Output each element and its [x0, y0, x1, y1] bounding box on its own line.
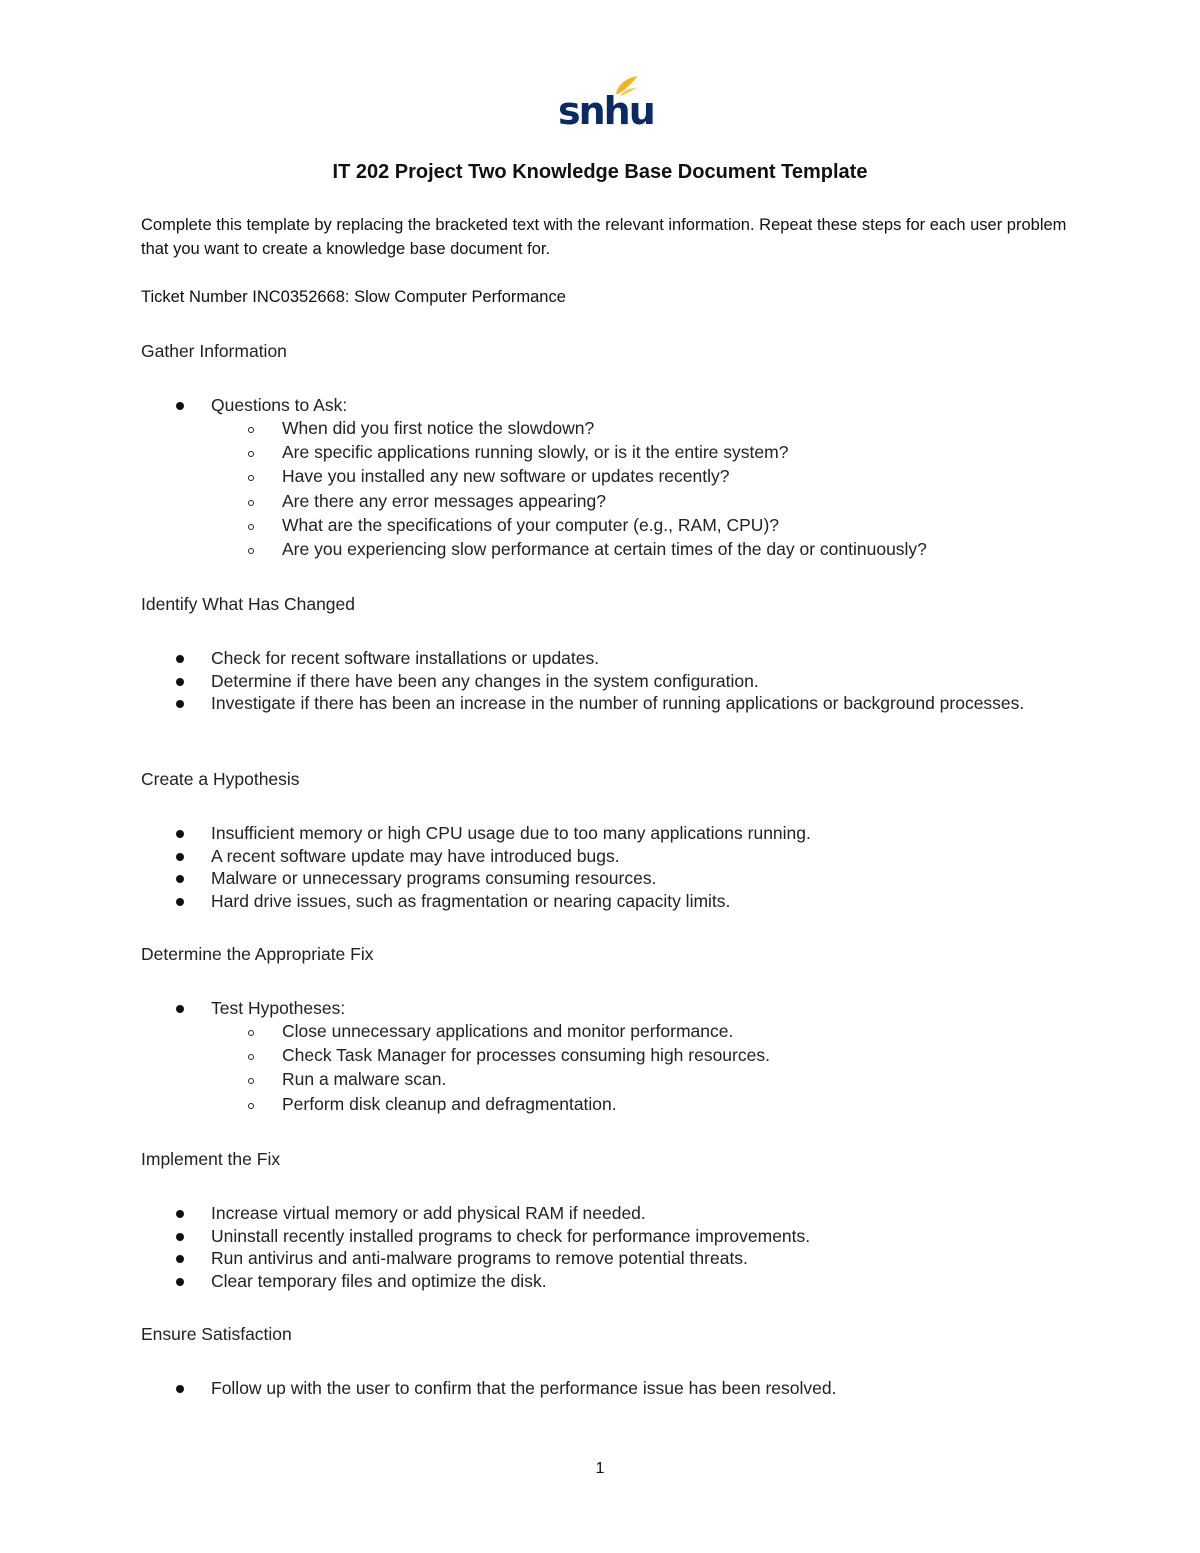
- bullet-icon: [176, 402, 184, 410]
- list-subitem: Perform disk cleanup and defragmentation.: [0, 1093, 1200, 1117]
- implement-list: [0, 1202, 1200, 1293]
- list-item: Check for recent software installations or updates.: [0, 647, 1200, 670]
- bullet-icon: [176, 1005, 184, 1013]
- bullet-icon: [176, 678, 184, 686]
- bullet-icon: [176, 898, 184, 906]
- list-subitem: What are the specifications of your computer (e.g., RAM, CPU)?: [0, 514, 1200, 538]
- circle-bullet-icon: [248, 524, 254, 530]
- list-subitem: Are specific applications running slowly, or is it the entire system?: [0, 441, 1200, 465]
- changed-list: [0, 647, 1200, 738]
- list-subitem: Run a malware scan.: [0, 1068, 1200, 1092]
- section-heading-hypothesis: Create a Hypothesis: [141, 769, 300, 789]
- fix-list: [0, 997, 1200, 1117]
- list-item: Test Hypotheses:: [0, 997, 1200, 1020]
- section-heading-changed: Identify What Has Changed: [141, 594, 356, 614]
- logo-wordmark: snhu: [558, 89, 654, 133]
- section-heading-implement: Implement the Fix: [141, 1149, 281, 1169]
- list-subitem: When did you first notice the slowdown?: [0, 417, 1200, 441]
- list-subitem: Check Task Manager for processes consuming high resources.: [0, 1044, 1200, 1068]
- circle-bullet-icon: [248, 1078, 254, 1084]
- list-item: Clear temporary files and optimize the disk.: [0, 1270, 1200, 1293]
- list-item: Increase virtual memory or add physical RAM if needed.: [0, 1202, 1200, 1225]
- page-number: 1: [595, 1460, 605, 1477]
- snhu-logo: [558, 72, 654, 134]
- bullet-icon: [176, 1385, 184, 1393]
- list-subitem: Are you experiencing slow performance at certain times of the day or continuously?: [0, 538, 1200, 562]
- hypothesis-list: [0, 822, 1200, 913]
- circle-bullet-icon: [248, 1054, 254, 1060]
- gather-list: [0, 394, 1200, 562]
- list-item: Uninstall recently installed programs to check for performance improvements.: [0, 1225, 1200, 1248]
- section-heading-gather: Gather Information: [141, 341, 287, 361]
- list-item: Run antivirus and anti-malware programs to remove potential threats.: [0, 1247, 1200, 1270]
- list-subitem: Are there any error messages appearing?: [0, 490, 1200, 514]
- list-item: Questions to Ask:: [0, 394, 1200, 417]
- bullet-icon: [176, 1210, 184, 1218]
- circle-bullet-icon: [248, 475, 254, 481]
- list-item: Investigate if there has been an increase in the number of running applications or background processes.: [0, 692, 1200, 738]
- section-heading-satisfaction: Ensure Satisfaction: [141, 1324, 292, 1344]
- bullet-icon: [176, 700, 184, 708]
- satisfaction-list: [0, 1377, 1200, 1400]
- list-subitem: Close unnecessary applications and monitor performance.: [0, 1020, 1200, 1044]
- list-subitem: Have you installed any new software or updates recently?: [0, 465, 1200, 489]
- bullet-icon: [176, 1278, 184, 1286]
- list-item: A recent software update may have introduced bugs.: [0, 845, 1200, 868]
- circle-bullet-icon: [248, 548, 254, 554]
- bullet-icon: [176, 875, 184, 883]
- intro-paragraph: Complete this template by replacing the bracketed text with the relevant information. Repeat these steps for each user problem that you want to create a knowledge base document for.: [141, 216, 1067, 258]
- bullet-icon: [176, 1233, 184, 1241]
- circle-bullet-icon: [248, 427, 254, 433]
- circle-bullet-icon: [248, 1103, 254, 1109]
- section-heading-fix: Determine the Appropriate Fix: [141, 944, 374, 964]
- circle-bullet-icon: [248, 500, 254, 506]
- bullet-icon: [176, 1255, 184, 1263]
- list-item: Hard drive issues, such as fragmentation or nearing capacity limits.: [0, 890, 1200, 913]
- list-item: Follow up with the user to confirm that the performance issue has been resolved.: [0, 1377, 1200, 1400]
- circle-bullet-icon: [248, 451, 254, 457]
- ticket-line: Ticket Number INC0352668: Slow Computer Performance: [141, 288, 566, 306]
- circle-bullet-icon: [248, 1030, 254, 1036]
- list-item: Insufficient memory or high CPU usage due to too many applications running.: [0, 822, 1200, 845]
- list-item: Malware or unnecessary programs consuming resources.: [0, 867, 1200, 890]
- document-title: IT 202 Project Two Knowledge Base Document Template: [332, 161, 868, 183]
- bullet-icon: [176, 655, 184, 663]
- bullet-icon: [176, 830, 184, 838]
- list-item: Determine if there have been any changes in the system configuration.: [0, 670, 1200, 693]
- bullet-icon: [176, 853, 184, 861]
